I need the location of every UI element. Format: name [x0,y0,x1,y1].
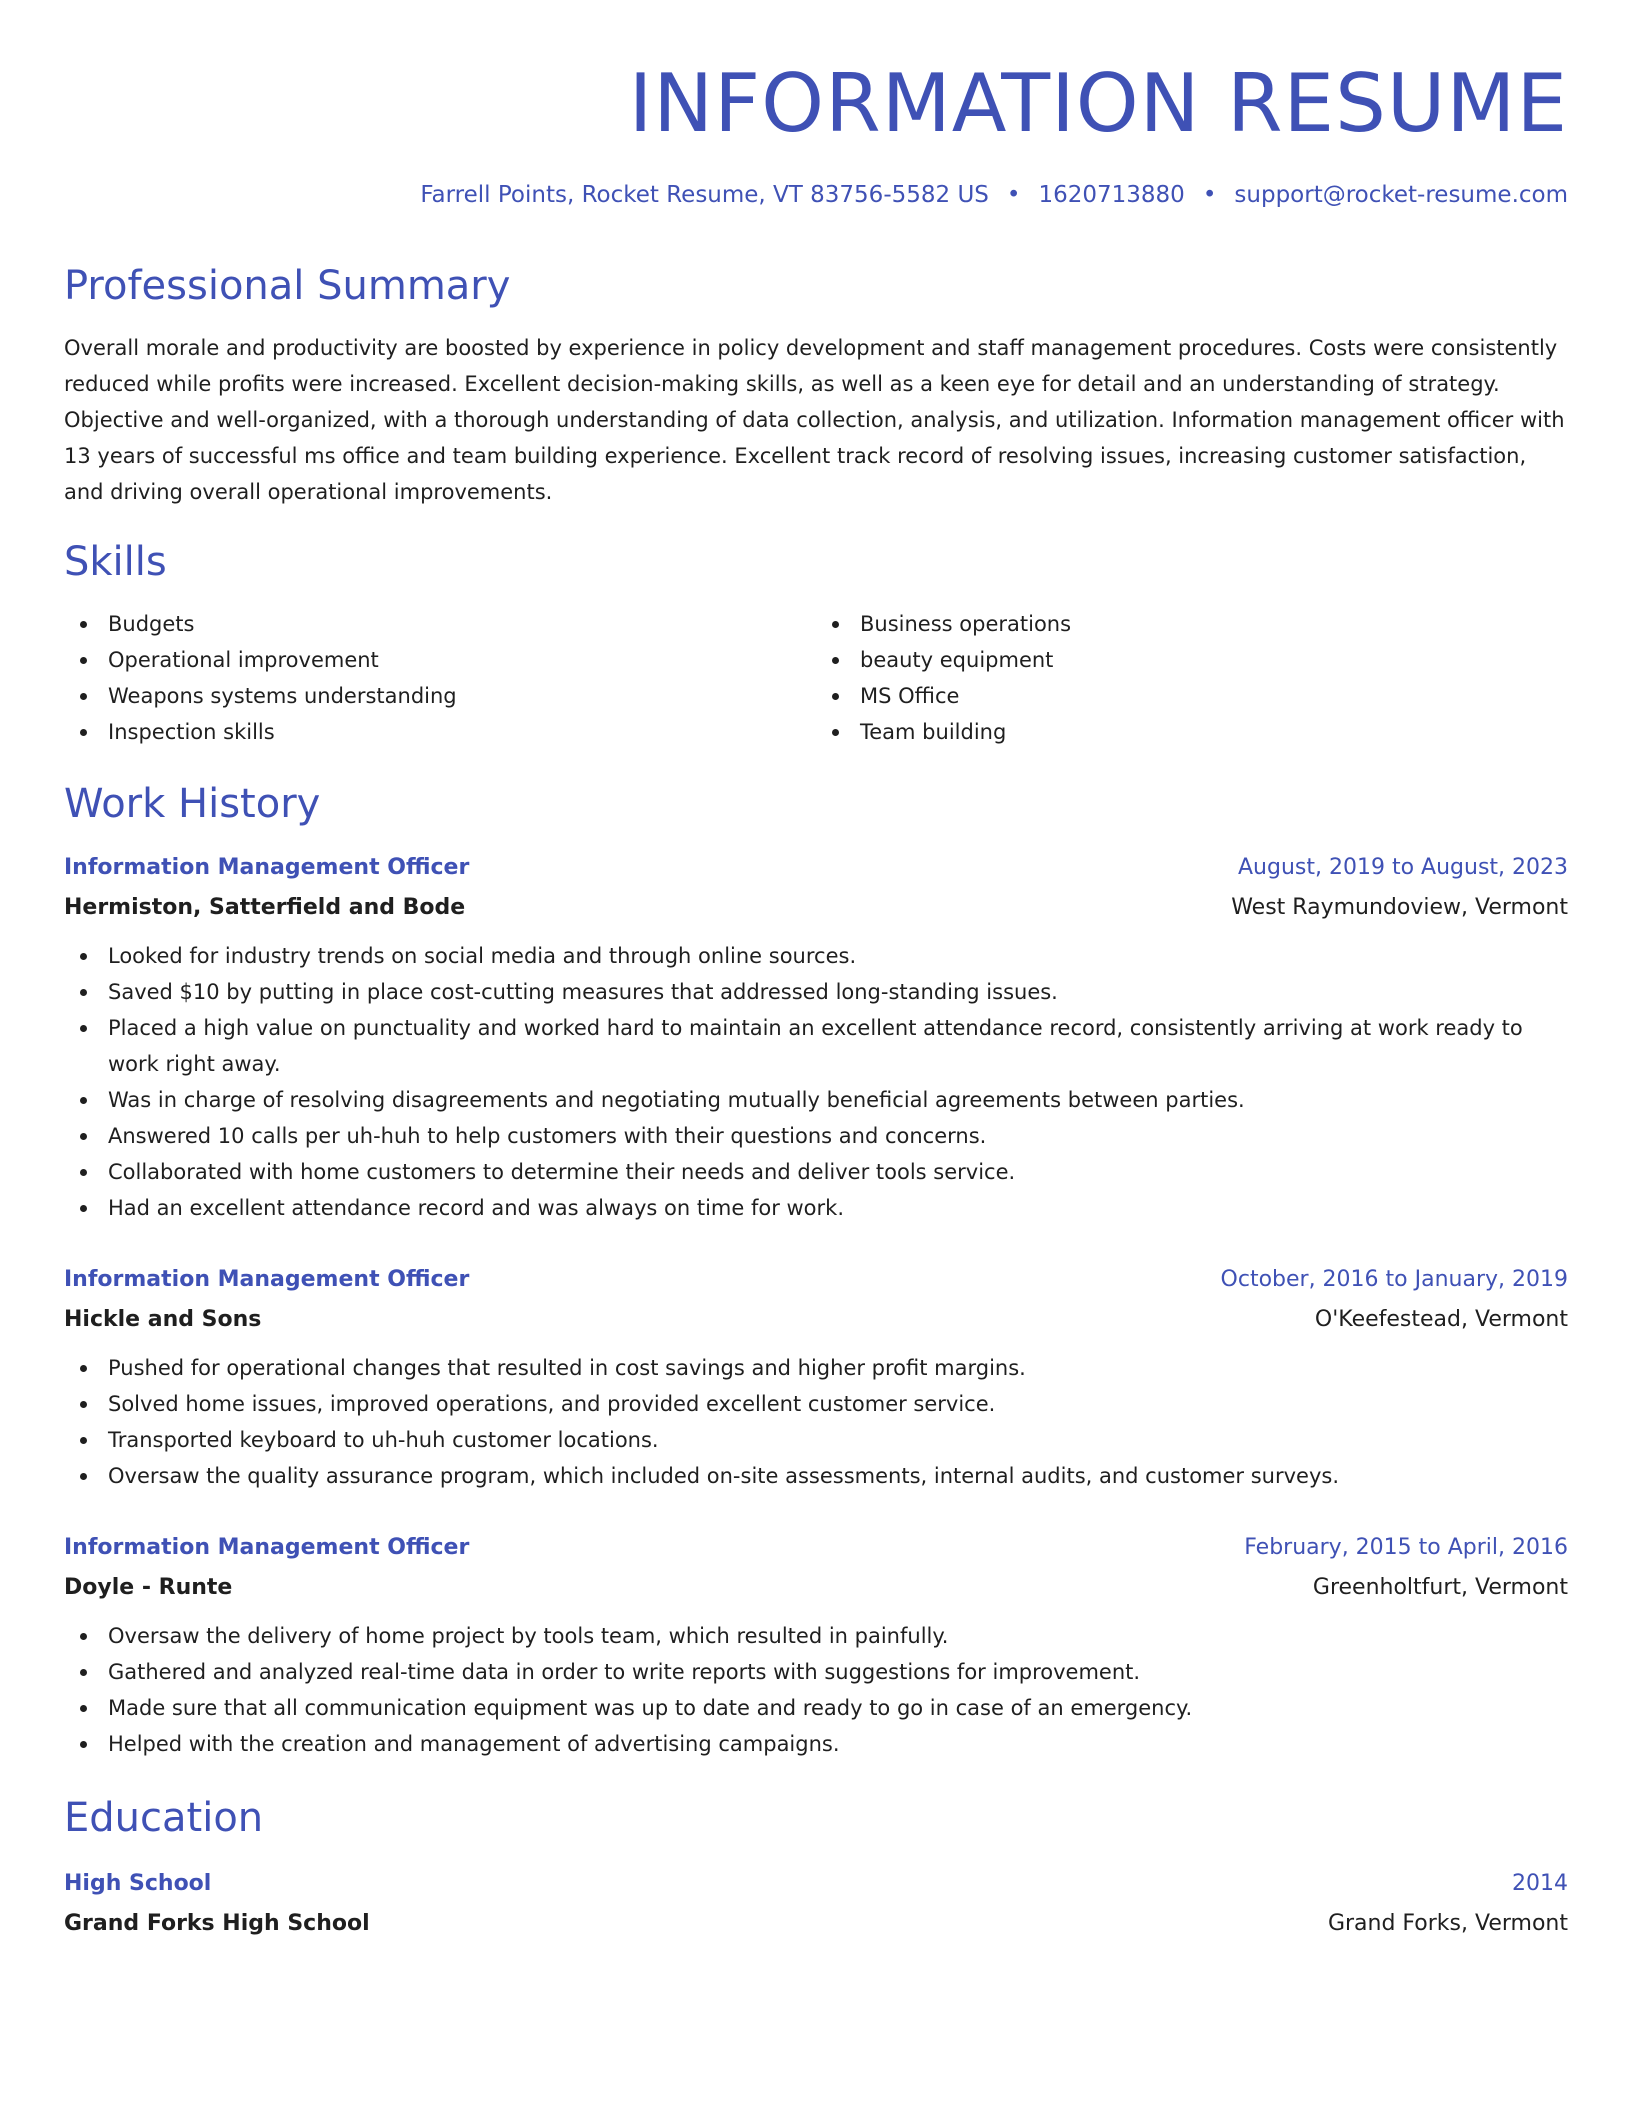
skill-item: Operational improvement [64,642,816,678]
job-bullet: Pushed for operational changes that resulted in cost savings and higher profit margins. [64,1350,1568,1386]
contact-separator: • [1006,182,1021,208]
job-bullet: Had an excellent attendance record and was always on time for work. [64,1190,1568,1226]
job-bullets [64,1350,1568,1494]
education-year: 2014 [1512,1871,1568,1896]
job-bullet: Gathered and analyzed real-time data in order to write reports with suggestions for improvement. [64,1654,1568,1690]
skill-item: Business operations [816,606,1568,642]
job-dates: August, 2019 to August, 2023 [1238,855,1568,880]
education-entry [64,1864,1568,1944]
job-bullet: Oversaw the delivery of home project by tools team, which resulted in painfully. [64,1618,1568,1654]
skill-item: Budgets [64,606,816,642]
job-dates: October, 2016 to January, 2019 [1220,1267,1568,1292]
skill-item: beauty equipment [816,642,1568,678]
skills-heading: Skills [64,539,167,585]
job-bullets [64,938,1568,1226]
job-company: Hermiston, Satterfield and Bode [64,895,466,920]
job-company: Doyle - Runte [64,1575,233,1600]
job-bullet: Looked for industry trends on social media and through online sources. [64,938,1568,974]
job-title: Information Management Officer [64,1267,470,1292]
job-bullet: Helped with the creation and management of advertising campaigns. [64,1726,1568,1762]
job-bullet: Collaborated with home customers to determine their needs and deliver tools service. [64,1154,1568,1190]
contact-address: Farrell Points, Rocket Resume, VT 83756-5582 US [420,182,989,208]
skill-item: Team building [816,714,1568,750]
job-entry [64,1528,1568,1762]
education-location: Grand Forks, Vermont [1327,1911,1568,1936]
contact-phone: 1620713880 [1038,182,1185,208]
skills-list [64,606,1568,750]
education-heading: Education [64,1795,264,1841]
job-bullet: Transported keyboard to uh-huh customer locations. [64,1422,1568,1458]
education-degree: High School [64,1871,212,1896]
job-bullet: Made sure that all communication equipment was up to date and ready to go in case of an emergency. [64,1690,1568,1726]
job-bullet: Solved home issues, improved operations, and provided excellent customer service. [64,1386,1568,1422]
work-heading: Work History [64,781,321,827]
summary-text: Overall morale and productivity are boosted by experience in policy development and staff management procedures. Costs were consistently reduced while profits were increased. Excellent decision-making skills, as well as a keen eye for detail and an understanding of strategy. Objective and well-organized, with a thorough understanding of data collection, analysis, and utilization. Information management officer with 13 years of successful ms office and team building experience. Excellent track record of resolving issues, increasing customer satisfaction, and driving overall operational improvements. [64,336,1565,504]
skill-item: Inspection skills [64,714,816,750]
job-title: Information Management Officer [64,1535,470,1560]
job-dates: February, 2015 to April, 2016 [1244,1535,1568,1560]
skill-item: MS Office [816,678,1568,714]
job-bullets [64,1618,1568,1762]
contact-separator: • [1202,182,1217,208]
job-title: Information Management Officer [64,855,470,880]
resume-name: INFORMATION RESUME [628,57,1568,150]
summary-heading: Professional Summary [64,263,511,309]
skill-item: Weapons systems understanding [64,678,816,714]
job-company: Hickle and Sons [64,1307,262,1332]
job-bullet: Was in charge of resolving disagreements and negotiating mutually beneficial agreements between parties. [64,1082,1568,1118]
job-location: Greenholtfurt, Vermont [1312,1575,1568,1600]
education-school: Grand Forks High School [64,1911,370,1936]
job-entry [64,848,1568,1226]
job-bullet: Answered 10 calls per uh-huh to help customers with their questions and concerns. [64,1118,1568,1154]
contact-line [420,178,1568,212]
job-entry [64,1260,1568,1494]
job-bullet: Placed a high value on punctuality and worked hard to maintain an excellent attendance record, consistently arriving at work ready to work right away. [64,1010,1568,1082]
job-location: O'Keefestead, Vermont [1314,1307,1568,1332]
job-location: West Raymundoview, Vermont [1231,895,1568,920]
contact-email[interactable]: support@rocket-resume.com [1234,182,1568,208]
job-bullet: Saved $10 by putting in place cost-cutting measures that addressed long-standing issues. [64,974,1568,1010]
job-bullet: Oversaw the quality assurance program, which included on-site assessments, internal audits, and customer surveys. [64,1458,1568,1494]
